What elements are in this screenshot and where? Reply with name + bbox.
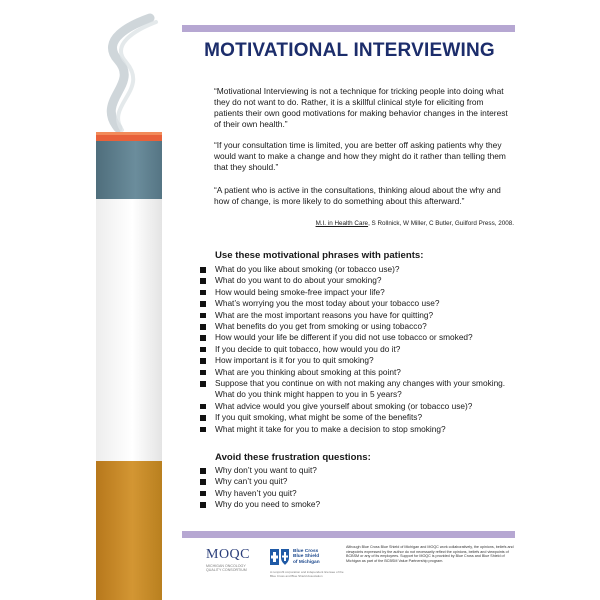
quote-1: “Motivational Interviewing is not a technique for tricking people into doing what they do not want to do. Rather, it is a skillful clinical style for eliciting from patients their own good motivations for making behavior changes in the interest of their own health.” bbox=[214, 86, 508, 129]
top-accent-rule bbox=[182, 25, 515, 32]
list-item: If you decide to quit tobacco, how would you do it? bbox=[200, 344, 520, 355]
bottom-accent-rule bbox=[182, 531, 515, 538]
bcbs-line-3: of Michigan bbox=[293, 559, 320, 565]
content-column bbox=[182, 0, 517, 600]
moqc-logo bbox=[206, 547, 254, 572]
cigarette-illustration bbox=[0, 0, 200, 600]
bcbs-line-1: Blue Cross bbox=[293, 549, 319, 554]
list-item: Why haven’t you quit? bbox=[200, 488, 520, 499]
motivational-phrases-heading: Use these motivational phrases with patients: bbox=[215, 250, 424, 261]
list-item: What do you want to do about your smoking? bbox=[200, 275, 520, 286]
list-item: What benefits do you get from smoking or using tobacco? bbox=[200, 321, 520, 332]
quote-3: “A patient who is active in the consultations, thinking aloud about the why and how of change, is more likely to do something about this afterward.” bbox=[214, 185, 501, 206]
motivational-phrases-list bbox=[200, 264, 520, 435]
citation bbox=[214, 220, 514, 227]
list-item: How would your life be different if you did not use tobacco or smoked? bbox=[200, 332, 520, 343]
list-item: What might it take for you to make a decision to stop smoking? bbox=[200, 424, 520, 435]
footer-disclaimer: Although Blue Cross Blue Shield of Michigan and MOQC work collaboratively, the opinions, beliefs and viewpoints expressed by the author do not necessarily reflect the opinions, beliefs and viewpoints of BCBSM or any of its employees. Support for MOQC is provided by Blue Cross and Blue Shield of Michigan as part of the BCBSM Value Partnership program. bbox=[346, 545, 514, 563]
bcbs-tagline: A nonprofit corporation and independent licensee of the Blue Cross and Blue Shield Association bbox=[270, 570, 344, 578]
moqc-tagline: MICHIGAN ONCOLOGY QUALITY CONSORTIUM bbox=[206, 564, 247, 572]
list-item: What advice would you give yourself about smoking (or tobacco use)? bbox=[200, 401, 520, 412]
list-item: Why don’t you want to quit? bbox=[200, 465, 520, 476]
list-item: Suppose that you continue on with not making any changes with your smoking. What do you think might happen to you in 5 years? bbox=[200, 378, 520, 401]
moqc-logo-wordmark: MOQC bbox=[206, 547, 251, 562]
page-title: MOTIVATIONAL INTERVIEWING bbox=[204, 40, 495, 61]
list-item: What are the most important reasons you have for quitting? bbox=[200, 310, 520, 321]
list-item: How would being smoke-free impact your life? bbox=[200, 287, 520, 298]
bcbs-logo bbox=[270, 547, 344, 581]
list-item: What’s worrying you the most today about your tobacco use? bbox=[200, 298, 520, 309]
bcbs-wordmark bbox=[293, 549, 320, 565]
citation-details: , S Rollnick, W Miller, C Butler, Guilford Press, 2008. bbox=[368, 220, 514, 227]
frustration-questions-heading: Avoid these frustration questions: bbox=[215, 452, 371, 463]
list-item: What are you thinking about smoking at this point? bbox=[200, 367, 520, 378]
citation-book: M.I. in Health Care bbox=[315, 220, 369, 227]
frustration-questions-list bbox=[200, 465, 520, 511]
list-item: What do you like about smoking (or tobacco use)? bbox=[200, 264, 520, 275]
bcbs-line-2: Blue Shield bbox=[293, 554, 320, 560]
list-item: Why do you need to smoke? bbox=[200, 499, 520, 510]
list-item: Why can’t you quit? bbox=[200, 476, 520, 487]
cross-shield-icon bbox=[270, 547, 290, 567]
list-item: How important is it for you to quit smoking? bbox=[200, 355, 520, 366]
list-item: If you quit smoking, what might be some of the benefits? bbox=[200, 412, 520, 423]
quote-2: “If your consultation time is limited, you are better off asking patients why they would want to make a change and how they might do it rather than telling them that they should.” bbox=[214, 140, 506, 172]
footer bbox=[182, 543, 522, 588]
